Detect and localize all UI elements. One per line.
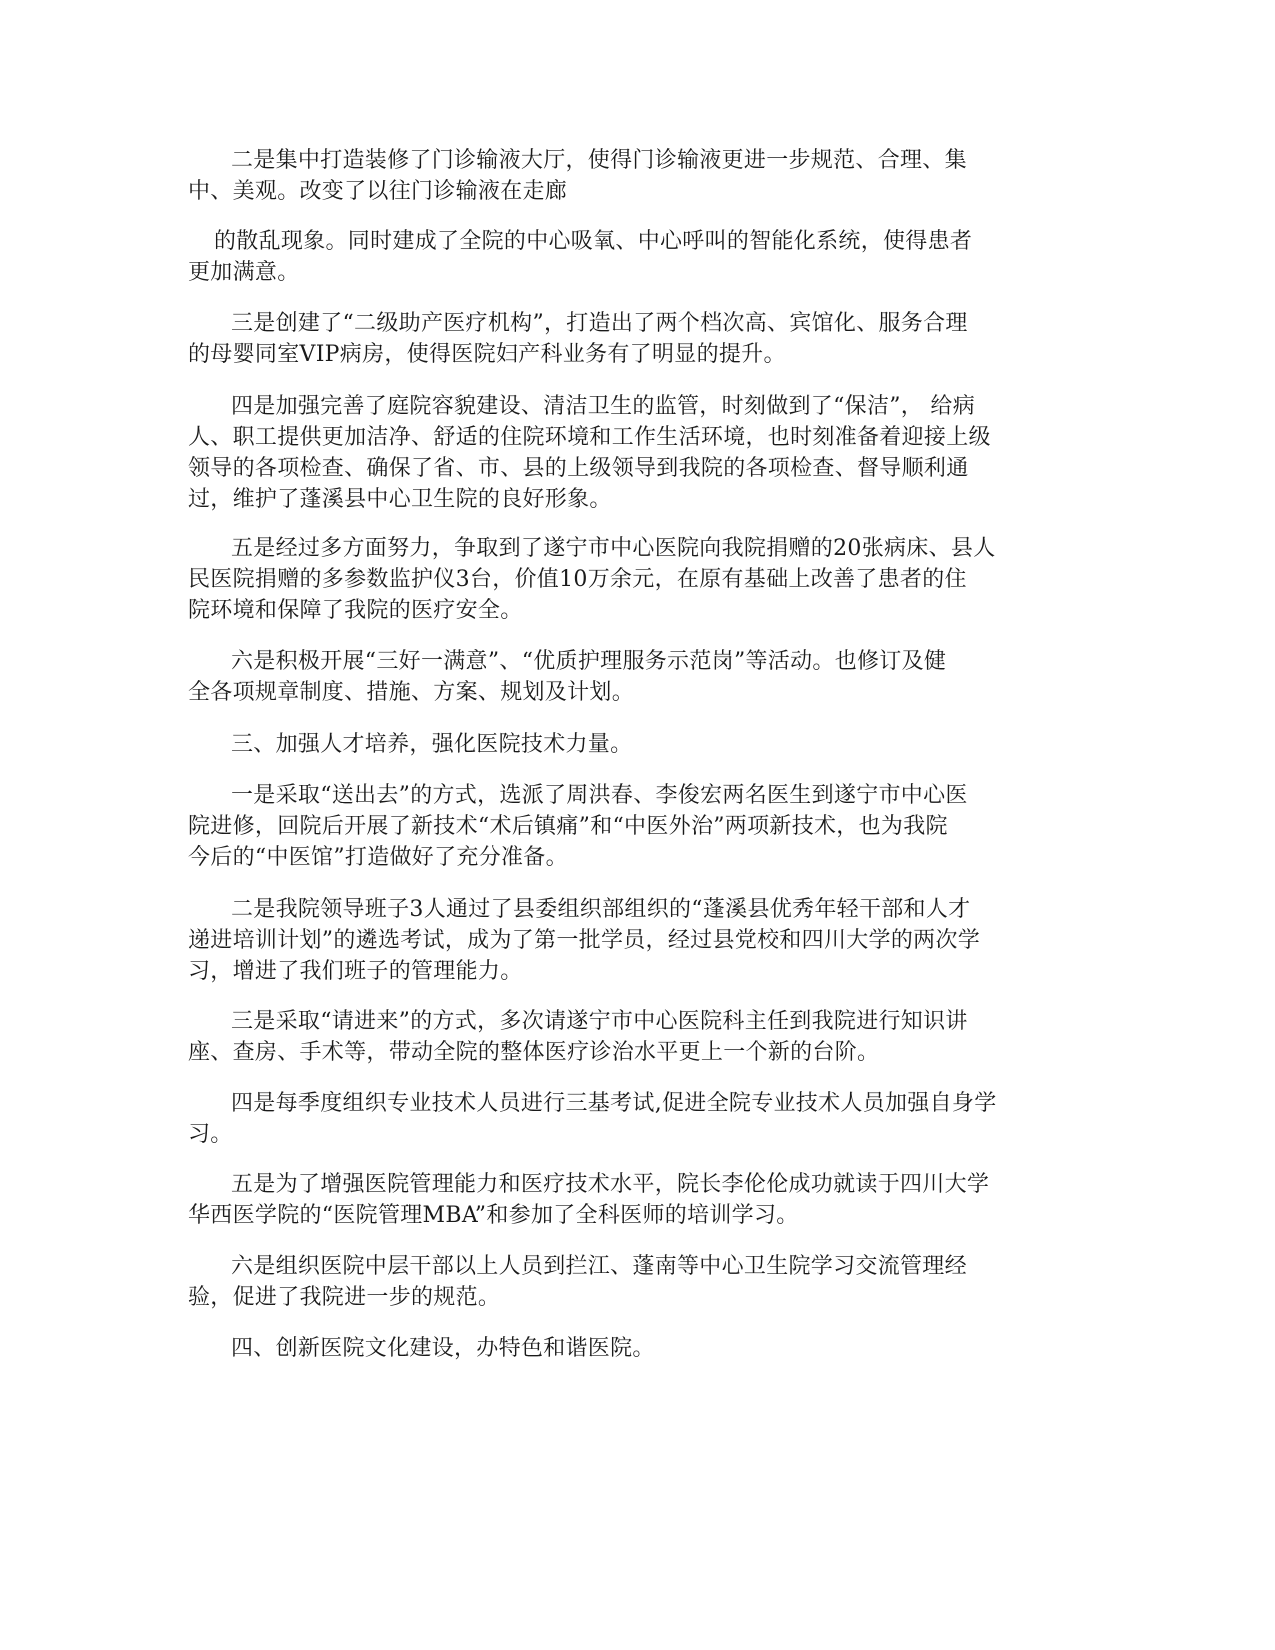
paragraph-line: 习。 xyxy=(188,1122,233,1147)
section-heading: 四、创新医院文化建设，办特色和谐医院。 xyxy=(231,1336,655,1361)
paragraph-line: 华西医学院的“医院管理MBA”和参加了全科医师的培训学习。 xyxy=(188,1203,799,1228)
paragraph-line: 二是我院领导班子3人通过了县委组织部组织的“蓬溪县优秀年轻干部和人才 xyxy=(231,897,971,922)
paragraph-8 xyxy=(188,894,1088,987)
paragraph-line: 六是组织医院中层干部以上人员到拦江、蓬南等中心卫生院学习交流管理经 xyxy=(231,1254,967,1279)
paragraph-7 xyxy=(188,780,1088,873)
paragraph-6 xyxy=(188,646,1088,708)
paragraph-2 xyxy=(188,226,1088,288)
section-heading-3 xyxy=(188,729,1088,760)
section-heading: 三、加强人才培养，强化医院技术力量。 xyxy=(231,732,633,757)
paragraph-line: 递进培训计划”的遴选考试，成为了第一批学员，经过县党校和四川大学的两次学 xyxy=(188,928,981,953)
paragraph-line: 人、职工提供更加洁净、舒适的住院环境和工作生活环境，也时刻准备着迎接上级 xyxy=(188,425,991,450)
paragraph-line: 更加满意。 xyxy=(188,260,300,285)
paragraph-line: 今后的“中医馆”打造做好了充分准备。 xyxy=(188,845,568,870)
paragraph-line: 民医院捐赠的多参数监护仪3台，价值10万余元，在原有基础上改善了患者的住 xyxy=(188,567,967,592)
paragraph-line: 六是积极开展“三好一满意”、“优质护理服务示范岗”等活动。也修订及健 xyxy=(231,649,947,674)
paragraph-9 xyxy=(188,1006,1088,1068)
paragraph-line: 全各项规章制度、措施、方案、规划及计划。 xyxy=(188,680,635,705)
paragraph-line: 院进修，回院后开展了新技术“术后镇痛”和“中医外治”两项新技术，也为我院 xyxy=(188,814,948,839)
paragraph-line: 习，增进了我们班子的管理能力。 xyxy=(188,959,523,984)
paragraph-10 xyxy=(188,1088,1088,1150)
paragraph-line: 三是采取“请进来”的方式，多次请遂宁市中心医院科主任到我院进行知识讲 xyxy=(231,1009,968,1034)
paragraph-line: 五是为了增强医院管理能力和医疗技术水平，院长李伦伦成功就读于四川大学 xyxy=(231,1172,990,1197)
paragraph-line: 中、美观。改变了以往门诊输液在走廊 xyxy=(188,179,568,204)
paragraph-3 xyxy=(188,308,1088,370)
paragraph-11 xyxy=(188,1169,1088,1231)
paragraph-line: 五是经过多方面努力，争取到了遂宁市中心医院向我院捐赠的20张病床、县人 xyxy=(231,536,996,561)
paragraph-line: 座、查房、手术等，带动全院的整体医疗诊治水平更上一个新的台阶。 xyxy=(188,1040,880,1065)
paragraph-line: 四是加强完善了庭院容貌建设、清洁卫生的监管，时刻做到了“保洁”， 给病 xyxy=(231,394,975,419)
paragraph-line: 院环境和保障了我院的医疗安全。 xyxy=(188,598,523,623)
paragraph-12 xyxy=(188,1251,1088,1313)
paragraph-line: 三是创建了“二级助产医疗机构”，打造出了两个档次高、宾馆化、服务合理 xyxy=(231,311,968,336)
paragraph-line: 的母婴同室VIP病房，使得医院妇产科业务有了明显的提升。 xyxy=(188,342,786,367)
paragraph-line: 二是集中打造装修了门诊输液大厅，使得门诊输液更进一步规范、合理、集 xyxy=(231,148,967,173)
paragraph-1 xyxy=(188,145,1088,207)
paragraph-line: 一是采取“送出去”的方式，选派了周洪春、李俊宏两名医生到遂宁市中心医 xyxy=(231,783,968,808)
paragraph-line: 过，维护了蓬溪县中心卫生院的良好形象。 xyxy=(188,487,612,512)
section-heading-4 xyxy=(188,1333,1088,1364)
paragraph-line: 的散乱现象。同时建成了全院的中心吸氧、中心呼叫的智能化系统，使得患者 xyxy=(214,229,973,254)
paragraph-line: 四是每季度组织专业技术人员进行三基考试,促进全院专业技术人员加强自身学 xyxy=(231,1091,997,1116)
paragraph-4 xyxy=(188,391,1088,515)
paragraph-line: 领导的各项检查、确保了省、市、县的上级领导到我院的各项检查、督导顺利通 xyxy=(188,456,969,481)
paragraph-5 xyxy=(188,533,1088,626)
paragraph-line: 验，促进了我院进一步的规范。 xyxy=(188,1285,501,1310)
